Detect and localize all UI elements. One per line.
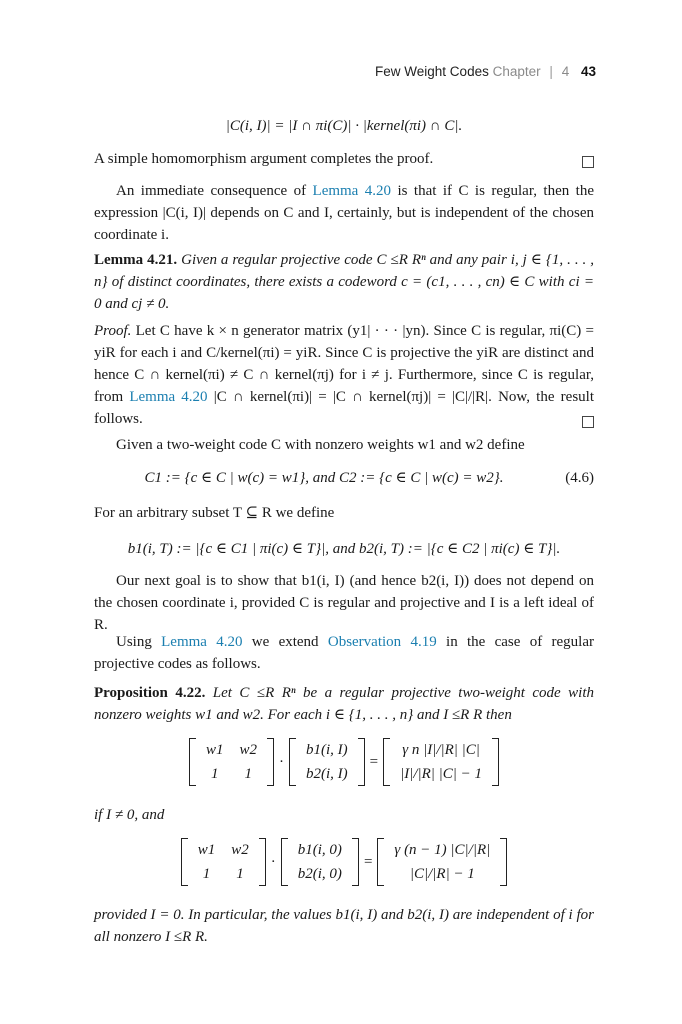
- paragraph-text: we extend: [242, 634, 328, 650]
- paragraph-text: is that if C is regular, then the expression |C(i, I)| depends on C and I, certainly, but is independent of the chosen coordinate i.: [94, 183, 594, 243]
- matrix-cell: |C|/|R| − 1: [409, 866, 475, 882]
- matrix-cell: b2(i, 0): [297, 866, 342, 882]
- chapter-label: Chapter: [492, 64, 541, 79]
- dot-operator: ·: [270, 853, 276, 870]
- proof-text: Let C have k × n generator matrix (y1| · · · |yn). Since C is regular, πi(C) = yiR for each i and C/kernel(πi) = yiR. Since C is projective the yiR are distinct and hence C ∩ kernel(πi) ≠ C ∩ kernel(πj) for i ≠ j. Furthermore, since C is regular, from: [94, 323, 594, 405]
- qed-symbol: [582, 416, 594, 428]
- paragraph-text: Using: [116, 634, 162, 650]
- proof-end-line: [94, 148, 594, 170]
- rhs-vector: [377, 838, 507, 886]
- ref-lemma-4-20[interactable]: Lemma 4.20: [312, 183, 392, 199]
- ref-lemma-4-20[interactable]: Lemma 4.20: [161, 634, 243, 650]
- weight-matrix: [181, 838, 266, 886]
- proposition-4-22: [94, 682, 594, 726]
- b-vector: [281, 838, 359, 886]
- proposition-text: Let C ≤R Rⁿ be a regular projective two-weight code with nonzero weights w1 and w2. For each i ∈ {1, . . . , n} and I ≤R R then: [94, 685, 595, 723]
- proof-lemma-4-21: [94, 320, 594, 430]
- equation-b-definition: b1(i, T) := |{c ∈ C1 | πi(c) ∈ T}|, and b2(i, T) := |{c ∈ C2 | πi(c) ∈ T}|.: [127, 541, 561, 557]
- header-separator: |: [549, 64, 553, 79]
- matrix-cell: w2: [239, 742, 257, 758]
- matrix-cell: w2: [231, 842, 249, 858]
- paragraph-consequence: [94, 180, 594, 246]
- proof-text: |C ∩ kernel(πi)| = |C ∩ kernel(πj)| = |C|/|R|. Now, the result follows.: [94, 389, 594, 427]
- proposition-label: Proposition 4.22.: [94, 685, 206, 701]
- matrix-cell: 1: [244, 766, 252, 782]
- equals-sign: =: [363, 853, 373, 870]
- lemma-text: Given a regular projective code C ≤R Rⁿ and any pair i, j ∈ {1, . . . , n} of distinct coordinates, there exists a codeword c = (c1, . . . , cn) ∈ C with ci = 0 and cj ≠ 0.: [94, 252, 595, 312]
- lemma-label: Lemma 4.21.: [94, 252, 178, 268]
- matrix-cell: 1: [236, 866, 244, 882]
- page-number: 43: [580, 64, 596, 79]
- equation-4-6: C1 := {c ∈ C | w(c) = w1}, and C2 := {c ∈ C | w(c) = w2}.: [144, 470, 504, 486]
- condition-zero: provided I = 0. In particular, the values b1(i, I) and b2(i, I) are independent of i for all nonzero I ≤R R.: [94, 907, 594, 945]
- matrix-cell: w1: [205, 742, 224, 758]
- matrix-cell: b1(i, I): [305, 742, 348, 758]
- qed-symbol: [582, 156, 594, 168]
- ref-lemma-4-20[interactable]: Lemma 4.20: [129, 389, 208, 405]
- equation-number: (4.6): [565, 470, 594, 486]
- rhs-vector: [383, 738, 499, 786]
- matrix-cell: 1: [202, 866, 211, 882]
- proof-end-text: A simple homomorphism argument completes the proof.: [94, 151, 434, 167]
- matrix-cell: γ (n − 1) |C|/|R|: [394, 842, 491, 858]
- equation-4-6-row: [94, 467, 594, 489]
- paragraph-extend: [94, 631, 594, 675]
- ref-observation-4-19[interactable]: Observation 4.19: [327, 634, 437, 650]
- matrix-cell: 1: [210, 766, 219, 782]
- paragraph-two-weight: Given a two-weight code C with nonzero weights w1 and w2 define: [116, 437, 525, 453]
- dot-operator: ·: [278, 753, 284, 770]
- running-header: [375, 64, 596, 79]
- matrix-equation-nonzero: [94, 738, 594, 786]
- matrix-cell: w1: [197, 842, 216, 858]
- paragraph-text: in the case of regular projective codes as follows.: [94, 634, 594, 672]
- paragraph-next-goal: Our next goal is to show that b1(i, I) (and hence b2(i, I)) does not depend on the chosen coordinate i, provided C is regular and projective and I is a left ideal of R.: [94, 573, 594, 633]
- condition-nonzero: if I ≠ 0, and: [94, 807, 165, 823]
- matrix-equation-zero: [94, 838, 594, 886]
- equation-kernel: |C(i, I)| = |I ∩ πi(C)| · |kernel(πi) ∩ C|.: [225, 118, 463, 134]
- proof-label: Proof.: [94, 323, 132, 339]
- weight-matrix: [189, 738, 274, 786]
- lemma-4-21: [94, 249, 594, 315]
- matrix-cell: b2(i, I): [305, 766, 348, 782]
- paragraph-subset: For an arbitrary subset T ⊆ R we define: [94, 505, 335, 521]
- chapter-number: 4: [561, 64, 570, 79]
- running-title: Few Weight Codes: [375, 64, 489, 79]
- paragraph-text: An immediate consequence of: [116, 183, 313, 199]
- equals-sign: =: [369, 753, 379, 770]
- matrix-cell: γ n |I|/|R| |C|: [402, 742, 480, 758]
- b-vector: [289, 738, 365, 786]
- matrix-cell: |I|/|R| |C| − 1: [400, 766, 483, 782]
- matrix-cell: b1(i, 0): [297, 842, 342, 858]
